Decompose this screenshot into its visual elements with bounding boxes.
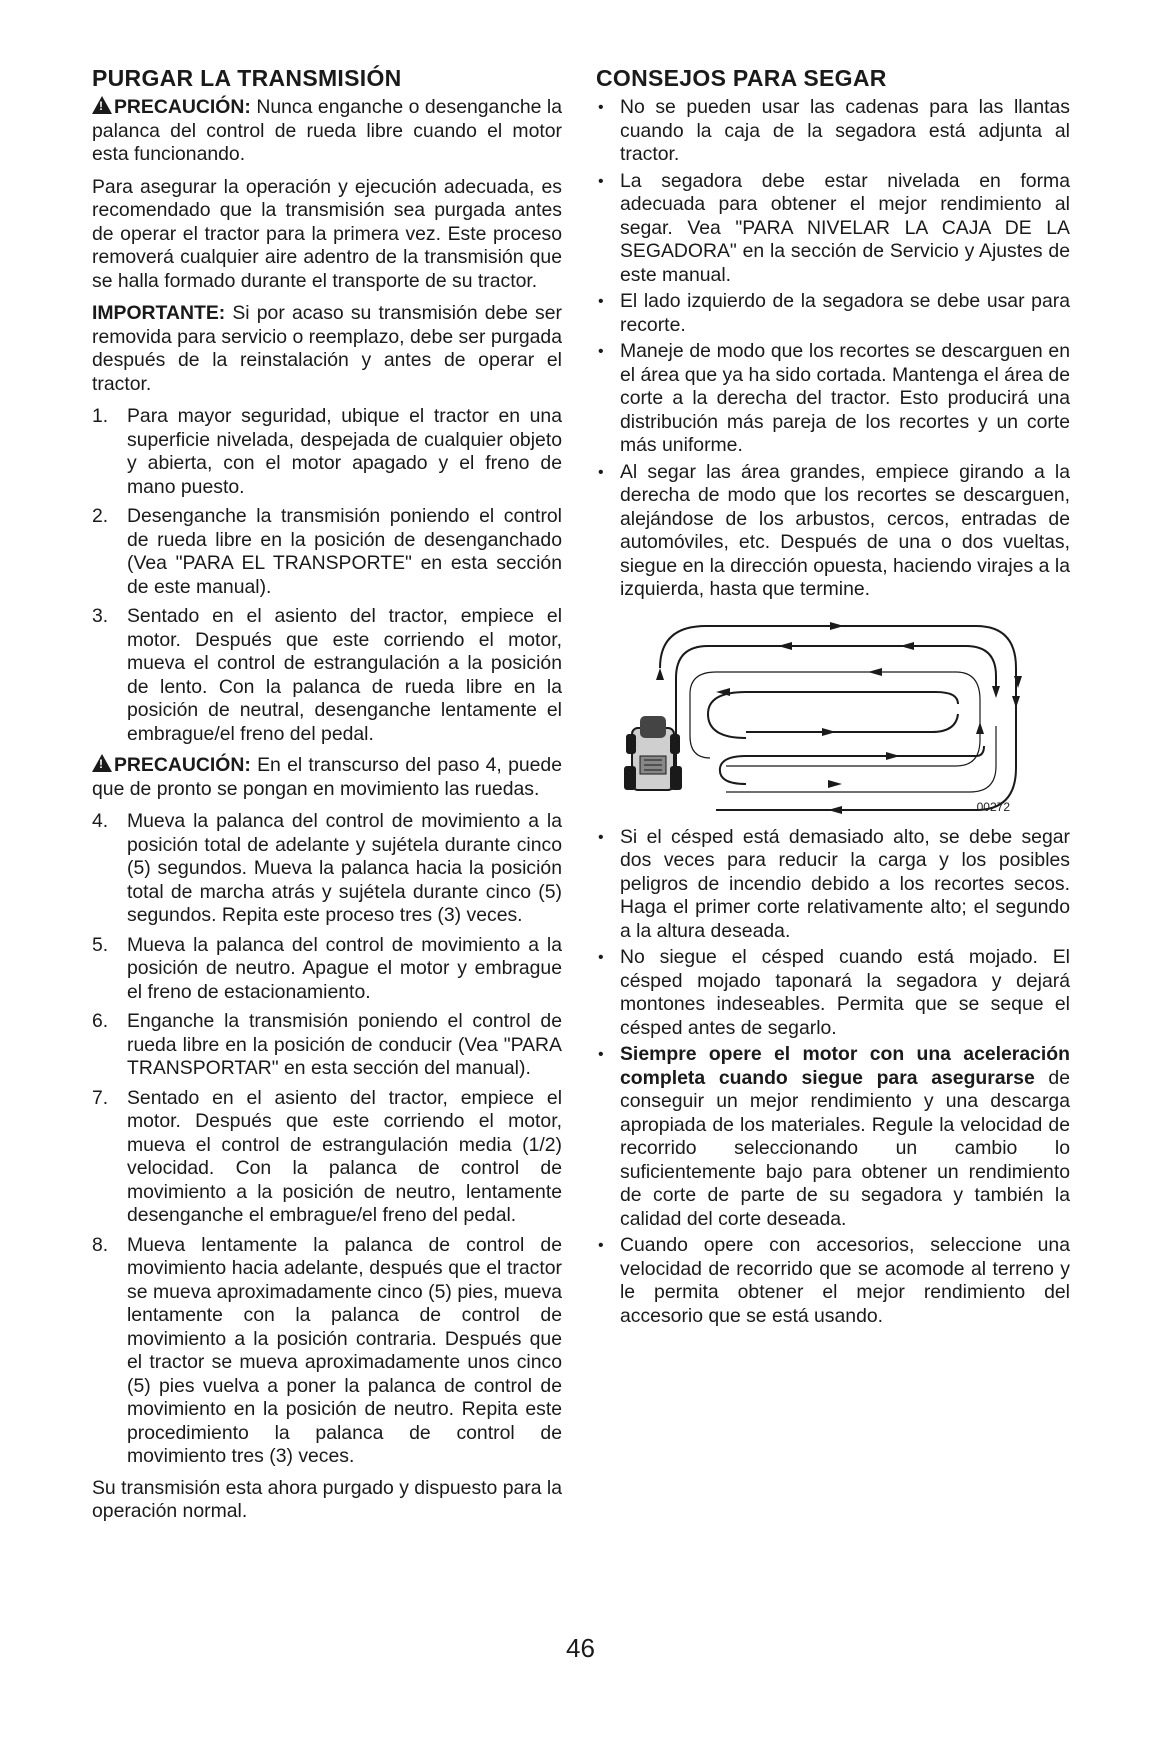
tip-item: • Si el césped está demasiado alto, se debe segar dos veces para reducir la carga y los posibles peligros de incendio debido a los recortes secos. Haga el primer corte relativamente alto; el segundo a la altura deseada. [596,826,1070,944]
step-number: 3. [92,605,109,627]
tip-item: • No se pueden usar las cadenas para las llantas cuando la caja de la segadora está adjunta al tractor. [596,96,1070,167]
second-path-bottom [726,726,996,792]
step-item [92,1010,562,1081]
step-number: 5. [92,933,109,956]
warning-triangle-icon [92,96,112,114]
step-text: Sentado en el asiento del tractor, empiece el motor. Después que este corriendo el motor, mueva el control de estrangulación a la posición de lento. Con la palanca de rueda libre en la posición de neutral, desenganche lentamente el embrague/el freno del pedal. [127,605,562,745]
arrow-icon [992,686,1000,698]
step-text: Mueva la palanca del control de movimiento a la posición de neutro. Apague el motor y embrague el freno de estacionamiento. [127,933,562,1003]
tip-item: • El lado izquierdo de la segadora se debe usar para recorte. [596,290,1070,337]
arrow-icon [828,806,842,814]
bottom-inner-path [720,746,984,784]
tip-item: • Cuando opere con accesorios, seleccione una velocidad de recorrido que se acomode al terreno y le permita obtener el mejor rendimiento del accesorio que se está usando. [596,1234,1070,1328]
arrow-icon [656,668,664,680]
mowing-pattern-diagram [596,616,1070,816]
step-number: 1. [92,405,109,427]
step-text: Mueva la palanca del control de movimiento a la posición total de adelante y sujétela durante cinco (5) segundos. Mueva la palanca hacia la posición total de marcha atrás y sujétela durante cinco (5) segundos. Repita este proceso tres (3) veces. [127,810,562,926]
arrow-icon [822,728,836,736]
caution-label-1: PRECAUCIÓN: [114,96,251,118]
tip-item: • Al segar las área grandes, empiece girando a la derecha de modo que los recortes se descarguen, alejándose de los arbustos, cercos, entradas de automóviles, etc. Después de una o dos vueltas, siegue en la dirección opuesta, haciendo virajes a la izquierda, hasta que termine. [596,461,1070,602]
tractor-icon [624,716,682,790]
intro-paragraph: Para asegurar la operación y ejecución adecuada, es recomendado que la transmisión sea purgada antes de operar el tractor para la primera vez. Este proceso removerá cualquier aire adentro de la transmisión que se halla formado durante el transporte de su tractor. [92,175,562,292]
tip-bold-lead: Siempre opere el motor con una aceleración completa cuando siegue para asegurarse [620,1043,1070,1089]
step-item [92,405,562,499]
caution-paragraph-1 [92,96,562,167]
step-item [92,810,562,928]
step-text: Desenganche la transmisión poniendo el control de rueda libre en la posición de desenganchado (Vea "PARA EL TRANSPORTE" en esta sección de este manual). [127,505,562,598]
step-text: Para mayor seguridad, ubique el tractor en una superficie nivelada, despejada de cualquier objeto y abierta, con el motor apagado y el freno de mano puesto. [127,405,562,498]
tip-bold-rest: de conseguir un mejor rendimiento y una descarga apropiada de los materiales. Regule la velocidad de recorrido seleccionando un cambio lo suficientemente bajo para obtener un rendimiento de corte de parte de su segadora y también la calidad del corte deseada. [620,1066,1070,1230]
third-path [690,672,980,766]
mowing-pattern-svg [596,616,1070,816]
step-number: 6. [92,1010,109,1032]
second-path-top [676,646,996,766]
arrow-icon [828,780,842,788]
steps-list-a [92,405,562,746]
step-text: Mueva lentamente la palanca de control de movimiento hacia adelante, después que el tractor se mueva aproximadamente cinco (5) pies, mueva lentamente con la palanca de control de movimiento a la posición contraria. Después que el tractor se mueva aproximadamente unos cinco (5) pies vuelva a poner la palanca de control de movimiento en la posición de neutro. Repita este procedimiento la palanca de control de movimiento tres (3) veces. [127,1233,562,1467]
caution-paragraph-2 [92,754,562,801]
important-paragraph [92,302,562,396]
arrow-icon [976,722,984,734]
arrow-icon [830,622,844,630]
step-text: Sentado en el asiento del tractor, empiece el motor. Después que este corriendo el motor, mueva el control de estrangulación media (1/2) velocidad. Con la palanca de control de movimiento a la posición de neutro, lentamente desenganche el embrague/el freno del pedal. [127,1086,562,1226]
left-column [92,64,562,1533]
step-item [92,1234,562,1469]
step-item [92,605,562,746]
diagram-code: 00272 [976,799,1010,814]
caution-text-1: Nunca enganche o desenganche la palanca del control de rueda libre cuando el motor esta funcionando. [92,96,562,165]
step-number: 7. [92,1086,109,1109]
arrow-icon [868,668,882,676]
caution-text-2: En el transcurso del paso 4, puede que de pronto se pongan en movimiento las ruedas. [92,754,562,800]
steps-list-b [92,810,562,1469]
step-item [92,505,562,599]
step-number: 8. [92,1233,109,1256]
arrow-icon [886,752,900,760]
arrow-icon [900,642,914,650]
important-text: Si por acaso su transmisión debe ser removida para servicio o reemplazo, debe ser purgada después de la reinstalación y antes de operar el tractor. [92,302,562,395]
tips-list-a [596,96,1070,602]
step-item [92,934,562,1005]
section-heading-purgar: PURGAR LA TRANSMISIÓN [92,65,402,91]
page-number: 46 [566,1633,595,1663]
right-column [596,64,1070,1331]
tip-item: • No siegue el césped cuando está mojado. El césped mojado taponará la segadora y dejará montones indeseables. Permita que se seque el césped antes de segarlo. [596,946,1070,1040]
section-heading-consejos: CONSEJOS PARA SEGAR [596,65,887,91]
important-label: IMPORTANTE: [92,302,226,324]
tip-item-bold [596,1043,1070,1231]
tips-list-b [596,826,1070,1329]
step-number: 2. [92,505,109,527]
step-text: Enganche la transmisión poniendo el control de rueda libre en la posición de conducir (Vea "PARA TRANSPORTAR" en esta sección del manual). [127,1010,562,1079]
inner-path-bottom [746,714,958,732]
caution-label-2: PRECAUCIÓN: [114,754,251,776]
warning-triangle-icon [92,754,112,772]
arrow-icon [778,642,792,650]
arrow-icon [1012,696,1020,708]
step-number: 4. [92,810,109,832]
tip-item: • La segadora debe estar nivelada en forma adecuada para obtener el mejor rendimiento al segar. Vea "PARA NIVELAR LA CAJA DE LA SEGADORA" en la sección de Servicio y Ajustes de este manual. [596,170,1070,288]
closing-paragraph: Su transmisión esta ahora purgado y dispuesto para la operación normal. [92,1476,562,1522]
step-item [92,1087,562,1228]
outer-path-right-bottom [716,668,1016,810]
tip-item: • Maneje de modo que los recortes se descarguen en el área que ya ha sido cortada. Mantenga el área de corte a la derecha del tractor. Esto producirá una distribución más pareja de los recortes y un corte más uniforme. [596,340,1070,458]
